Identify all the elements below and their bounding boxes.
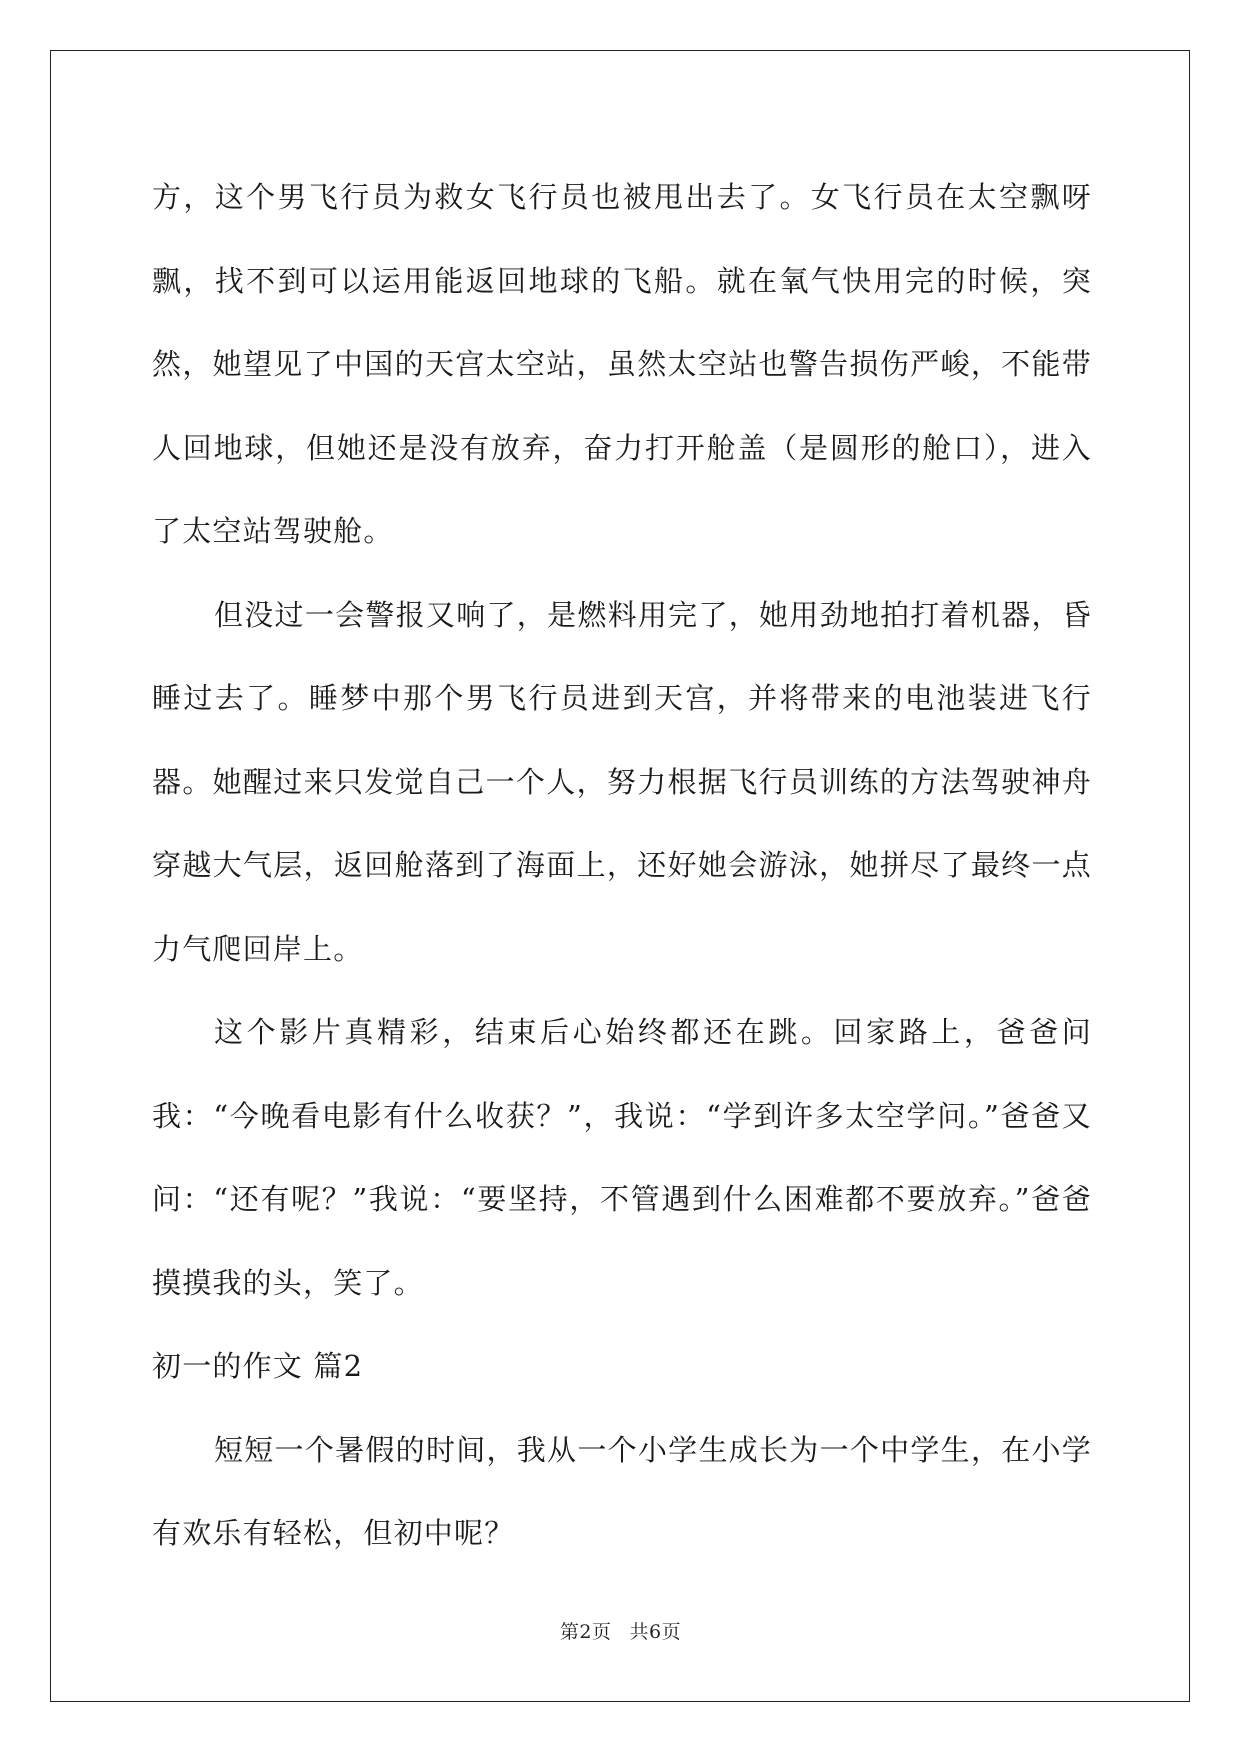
page-number: 第2页: [559, 1621, 612, 1643]
document-body: [152, 156, 1092, 1576]
paragraph-3: 这个影片真精彩，结束后心始终都还在跳。回家路上，爸爸问我：“今晚看电影有什么收获？”，我说：“学到许多太空学问。”爸爸又问：“还有呢？”我说：“要坚持，不管遇到什么困难都不要放弃。”爸爸摸摸我的头，笑了。: [152, 1015, 1092, 1300]
paragraph-2: 但没过一会警报又响了，是燃料用完了，她用劲地拍打着机器，昏睡过去了。睡梦中那个男飞行员进到天宫，并将带来的电池装进飞行器。她醒过来只发觉自己一个人，努力根据飞行员训练的方法驾驶神舟穿越大气层，返回舱落到了海面上，还好她会游泳，她拼尽了最终一点力气爬回岸上。: [152, 597, 1092, 966]
section-paragraph: 短短一个暑假的时间，我从一个小学生成长为一个中学生，在小学有欢乐有轻松，但初中呢？: [152, 1432, 1092, 1550]
section-heading: 初一的作文 篇2: [152, 1349, 364, 1383]
page-total: 共6页: [629, 1621, 682, 1643]
paragraph-1: 方，这个男飞行员为救女飞行员也被甩出去了。女飞行员在太空飘呀飘，找不到可以运用能返回地球的飞船。就在氧气快用完的时候，突然，她望见了中国的天宫太空站，虽然太空站也警告损伤严峻，不能带人回地球，但她还是没有放弃，奋力打开舱盖（是圆形的舱口），进入了太空站驾驶舱。: [152, 180, 1092, 548]
page-footer: [0, 1617, 1241, 1644]
